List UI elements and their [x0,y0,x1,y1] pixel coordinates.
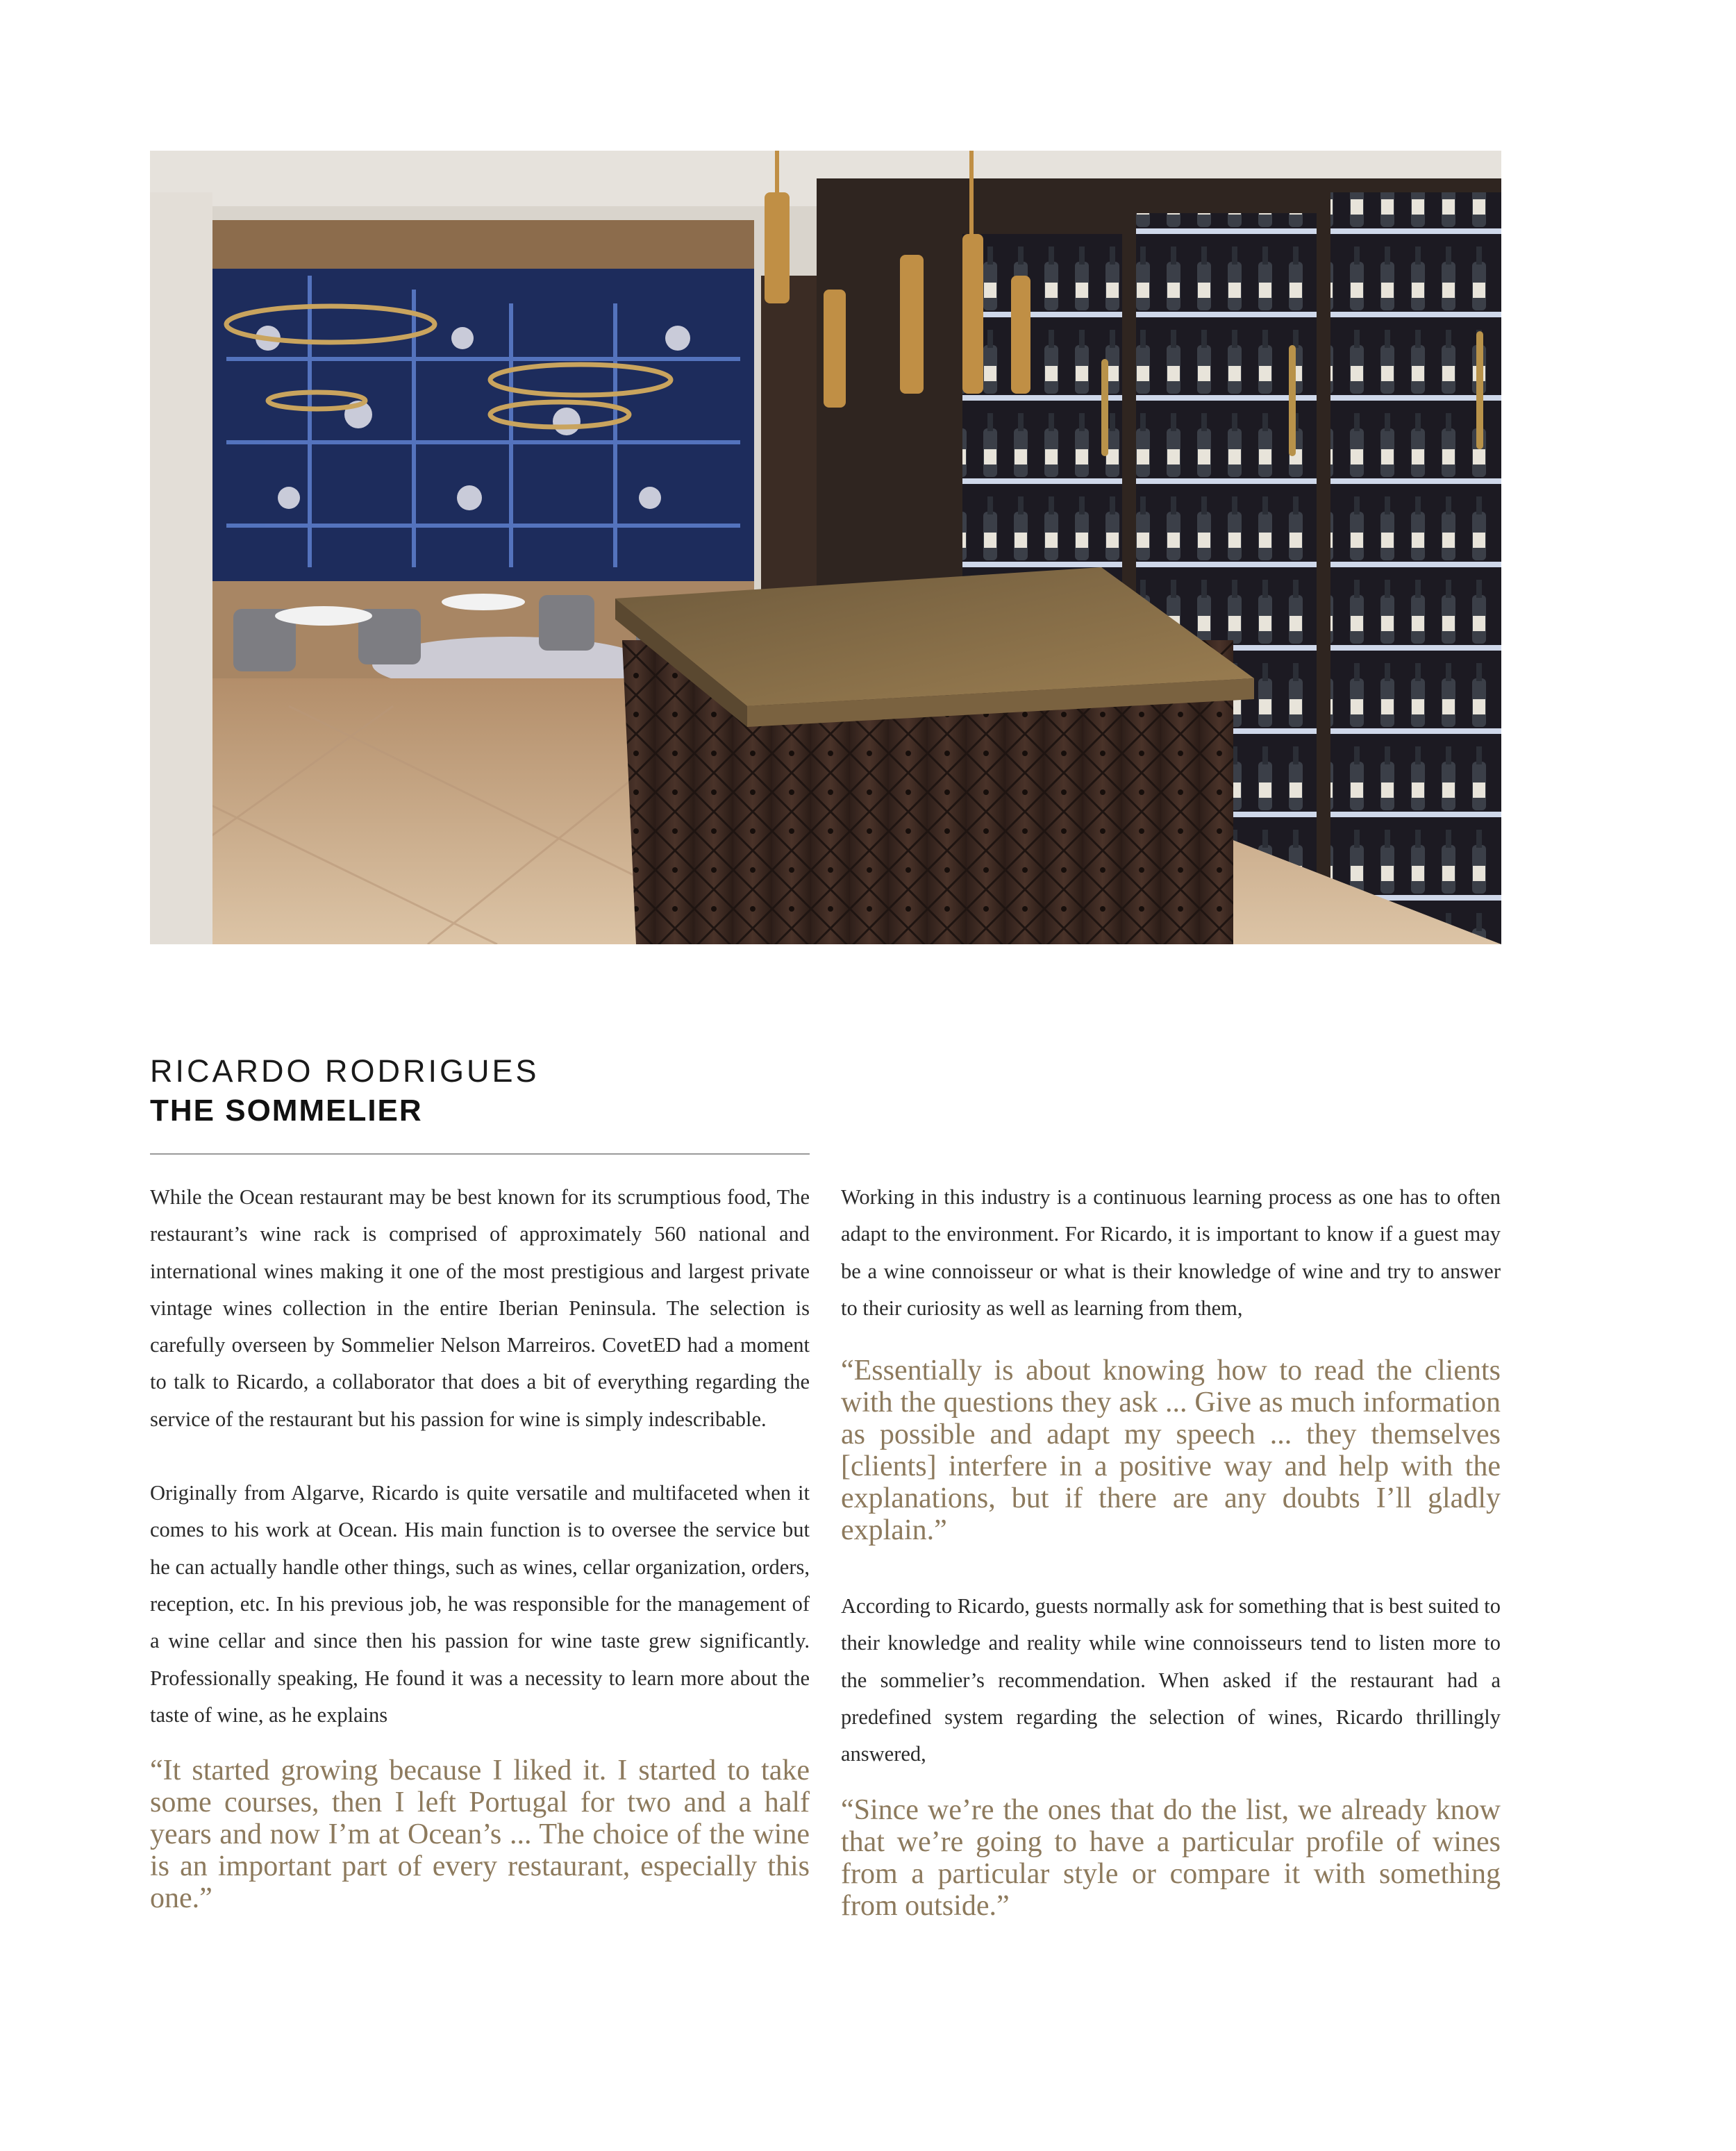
pull-quote: “Since we’re the ones that do the list, we already know that we’re going to have a particular profile of wines from a particular style or compare it with something from outside.” [841,1793,1501,1922]
restaurant-illustration [150,151,1501,944]
divider [150,1153,810,1155]
paragraph: Working in this industry is a continuous learning process as one has to often adapt to the environment. For Ricardo, it is important to know if a guest may be a wine connoisseur or what is their knowledge of wine and try to answer to their curiosity as well as learning from them, [841,1185,1501,1320]
byline [150,1052,810,1131]
person-name: RICARDO RODRIGUES [150,1053,540,1089]
paragraph: Originally from Algarve, Ricardo is quite versatile and multifaceted when it comes to his work at Ocean. His main function is to oversee the service but he can actually handle other things, such as wines, cellar organization, orders, reception, etc. In his previous job, he was responsible for the management of a wine cellar and since then his passion for wine taste grew significantly. Professionally speaking, He found it was a necessity to learn more about the taste of wine, as he explains [150,1481,810,1727]
restaurant-photo [150,151,1501,944]
tufted-bar-counter [615,567,1254,944]
pull-quote: “It started growing because I liked it. I started to take some courses, then I left Portugal for two and a half years and now I’m at Ocean’s ... The choice of the wine is an important part of every restaurant, especially this one.” [150,1755,810,1915]
paragraph: According to Ricardo, guests normally ask for something that is best suited to their knowledge and reality while wine connoisseurs tend to listen more to the sommelier’s recommendation. When asked if the restaurant had a predefined system regarding the selection of wines, Ricardo thrillingly answered, [841,1594,1501,1766]
paragraph: While the Ocean restaurant may be best known for its scrumptious food, The restaurant’s wine rack is comprised of approximately 560 national and international wines making it one of the most prestigious and largest private vintage wines collection in the entire Iberian Peninsula. The selection is carefully overseen by Sommelier Nelson Marreiros. CovetED had a moment to talk to Ricardo, a collaborator that does a bit of everything regarding the service of the restaurant but his passion for wine is simply indescribable. [150,1185,810,1431]
right-column [841,1179,1501,1922]
left-column [150,1179,810,1914]
pull-quote: “Essentially is about knowing how to read the clients with the questions they ask ... Give as much information as possible and adapt my speech ... they themselves [clients] interfere in a positive way and help with the explanations, but if there are any doubts I’ll gladly explain.” [841,1355,1501,1547]
person-role: THE SOMMELIER [150,1094,423,1128]
